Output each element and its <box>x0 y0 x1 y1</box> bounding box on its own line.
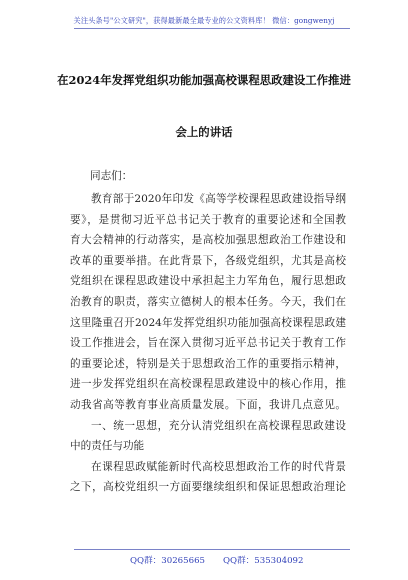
body-line: 进一步发挥党组织在高校课程思政建设中的核心作用，推 <box>70 378 346 391</box>
header-banner: 关注头条号"公文研究"，获得最新最全最专业的公文资料库！ 微信：gongwenyj <box>73 16 335 25</box>
footer-divider <box>74 549 350 550</box>
body-line: 教育部于2020年印发《高等学校课程思政建设指导纲 <box>91 193 346 205</box>
body-line: 要》，是贯彻习近平总书记关于教育的重要论述和全国教 <box>70 213 346 226</box>
body-line: 设工作推进会，旨在深入贯彻习近平总书记关于教育工作 <box>70 337 346 350</box>
body-line: 育大会精神的行动落实，是高校加强思想政治工作建设和 <box>70 234 346 247</box>
greeting: 同志们： <box>90 170 133 182</box>
footer-qq-group-2: QQ群：535304092 <box>223 556 304 566</box>
body-line: 之下，高校党组织一方面要继续组织和保证思想政治理论 <box>70 481 346 494</box>
footer-qq-group-1: QQ群：30265665 <box>130 556 206 566</box>
section-heading-line: 中的责任与功能 <box>70 440 145 453</box>
document-title-line-1: 在2024年发挥党组织功能加强高校课程思政建设工作推进 <box>57 73 351 87</box>
body-line: 这里隆重召开2024年发挥党组织功能加强高校课程思政建 <box>70 316 346 329</box>
document-body <box>70 189 346 498</box>
body-line: 治教育的职责，落实立德树人的根本任务。今天，我们在 <box>70 295 346 308</box>
section-heading-line: 一、统一思想，充分认清党组织在高校课程思政建设 <box>91 419 346 432</box>
body-line: 改革的重要举措。在此背景下，各级党组织，尤其是高校 <box>70 254 346 267</box>
header-divider <box>74 28 350 29</box>
body-line: 动我省高等教育事业高质量发展。下面，我讲几点意见。 <box>70 398 346 411</box>
body-line: 在课程思政赋能新时代高校思想政治工作的时代背景 <box>91 460 346 473</box>
body-line: 的重要论述，特别是关于思想政治工作的重要指示精神， <box>70 357 346 370</box>
document-title-line-2: 会上的讲话 <box>175 125 233 139</box>
body-line: 党组织在课程思政建设中承担起主力军角色，履行思想政 <box>70 275 346 288</box>
